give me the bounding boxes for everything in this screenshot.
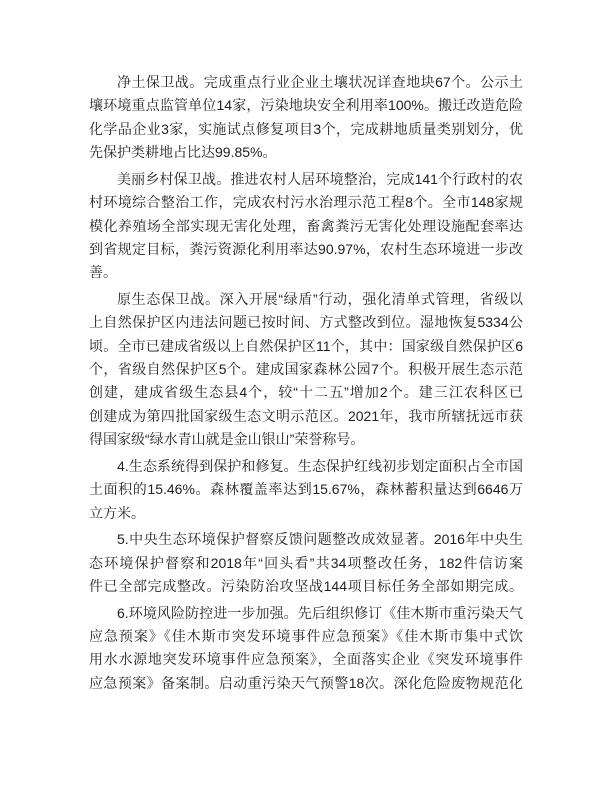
text-line: 善。 <box>89 264 117 281</box>
paragraph-soil-defense <box>89 71 523 165</box>
text-line: 土面积的15.46%。森林覆盖率达到15.67%，森林蓄积量达到6646万 <box>89 481 523 498</box>
paragraph-ecology-defense <box>89 288 523 452</box>
text-line: 应急预案》备案制。启动重污染天气预警18次。深化危险废物规范化 <box>89 674 523 691</box>
text-line: 创建成为第四批国家级生态文明示范区。2021年，我市所辖抚远市获 <box>89 407 523 424</box>
text-line: 得国家级“绿水青山就是金山银山”荣誉称号。 <box>89 431 365 448</box>
text-line: 顷。全市已建成省级以上自然保护区11个，其中：国家级自然保护区6 <box>89 337 523 354</box>
document-body <box>89 71 523 695</box>
paragraph-risk-control <box>89 602 523 696</box>
paragraph-rural-defense <box>89 168 523 285</box>
text-line: 模化养殖场全部实现无害化处理，畜禽粪污无害化处理设施配套率达 <box>89 217 523 234</box>
text-line: 态环境保护督察和2018年“回头看”共34项整改任务，182件信访案 <box>89 554 523 571</box>
text-line: 壤环境重点监管单位14家，污染地块安全利用率100%。搬迁改造危险 <box>89 97 523 114</box>
text-line: 美丽乡村保卫战。推进农村人居环境整治，完成141个行政村的农 <box>117 170 523 187</box>
text-line: 6.环境风险防控进一步加强。先后组织修订《佳木斯市重污染天气 <box>117 604 523 621</box>
text-line: 化学品企业3家，实施试点修复项目3个，完成耕地质量类别划分，优 <box>89 120 523 137</box>
text-line: 净土保卫战。完成重点行业企业土壤状况详查地块67个。公示土 <box>117 74 523 90</box>
text-line: 个，省级自然保护区5个。建成国家森林公园7个。积极开展生态示范 <box>89 361 523 378</box>
text-line: 4.生态系统得到保护和修复。生态保护红线初步划定面积占全市国 <box>117 457 523 474</box>
paragraph-ecosystem-protection <box>89 455 523 525</box>
text-line: 上自然保护区内违法问题已按时间、方式整改到位。湿地恢复5334公 <box>89 314 523 331</box>
text-line: 原生态保卫战。深入开展“绿盾”行动，强化清单式管理，省级以 <box>117 290 523 307</box>
text-line: 到省规定目标，粪污资源化利用率达90.97%，农村生态环境进一步改 <box>89 240 523 257</box>
text-line: 5.中央生态环境保护督察反馈问题整改成效显著。2016年中央生 <box>117 531 523 548</box>
text-line: 立方米。 <box>89 504 145 521</box>
paragraph-inspection-rectification <box>89 528 523 598</box>
text-line: 用水水源地突发环境事件应急预案》，全面落实企业《突发环境事件 <box>89 651 523 668</box>
text-line: 创建，建成省级生态县4个，较“十二五”增加2个。建三江农科区已 <box>89 384 523 401</box>
text-line: 件已全部完成整改。污染防治攻坚战144项目标任务全部如期完成。 <box>89 577 523 594</box>
text-line: 应急预案》《佳木斯市突发环境事件应急预案》《佳木斯市集中式饮 <box>89 627 523 644</box>
text-line: 先保护类耕地占比达99.85%。 <box>89 144 277 161</box>
text-line: 村环境综合整治工作，完成农村污水治理示范工程8个。全市148家规 <box>89 194 523 211</box>
